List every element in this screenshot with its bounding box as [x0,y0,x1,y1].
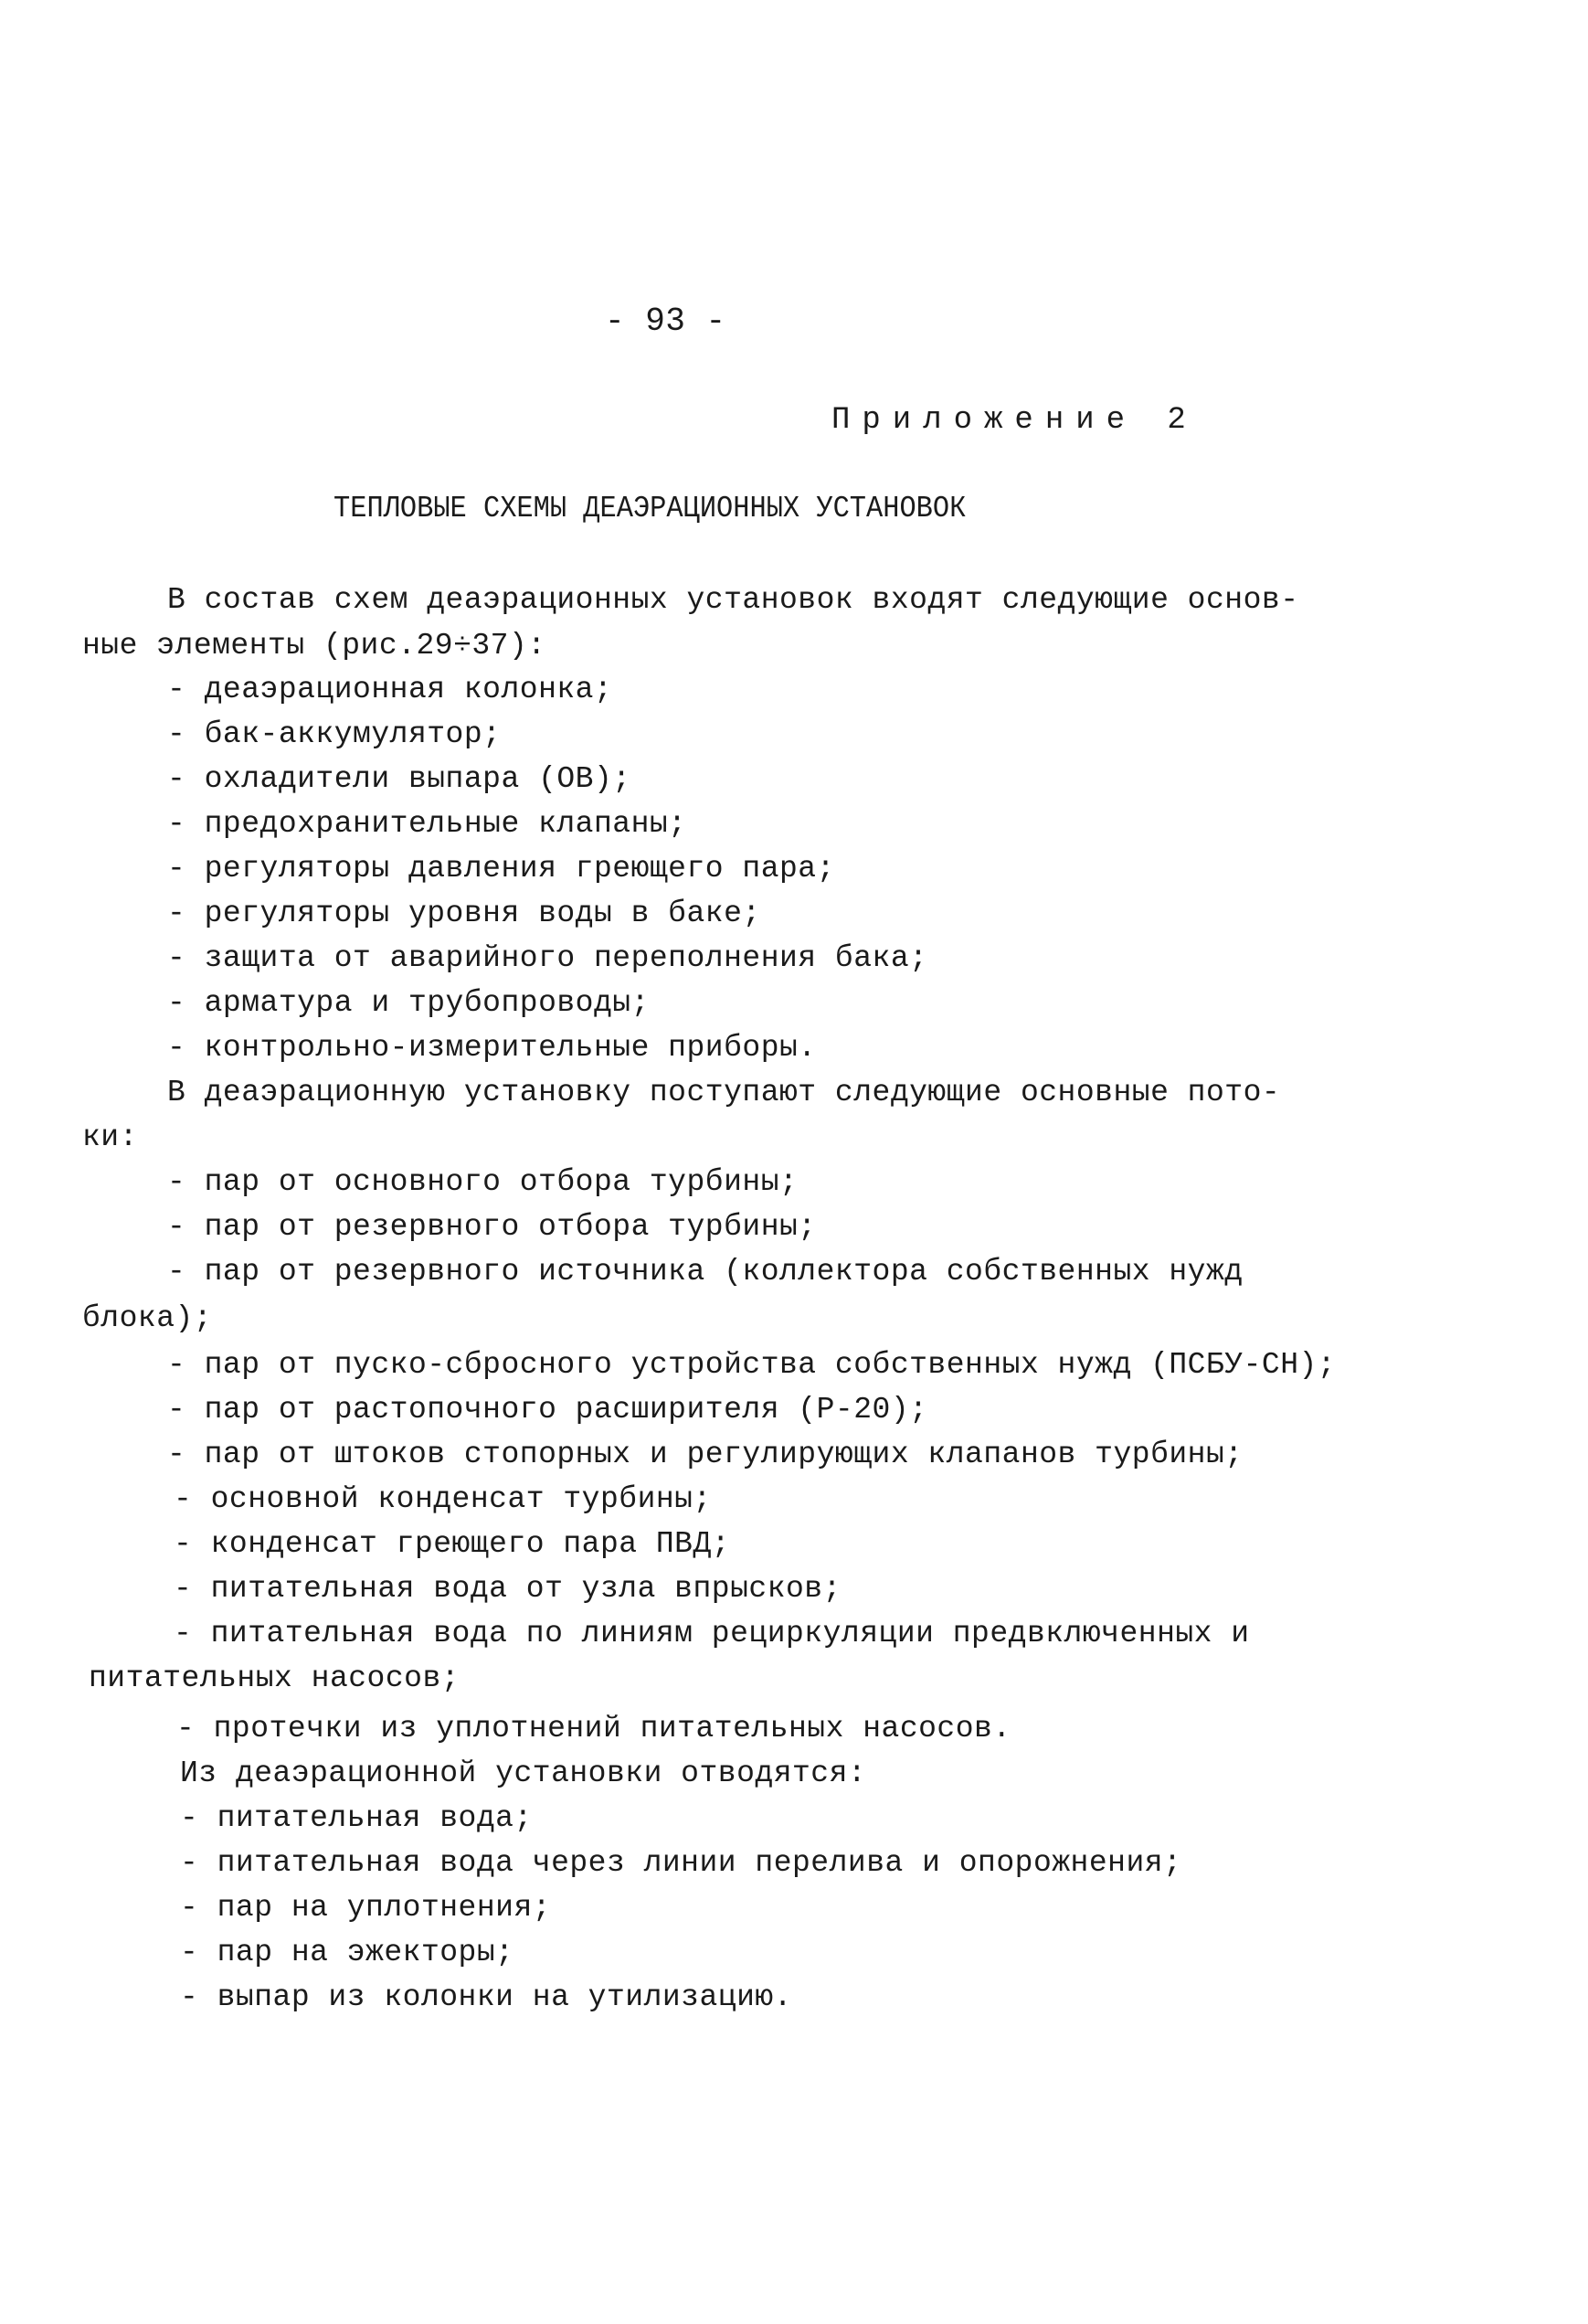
list-item: - конденсат греющего пара ПВД; [174,1527,731,1561]
list-item: - пар на уплотнения; [180,1891,552,1925]
list-item: - предохранительные клапаны; [167,807,687,841]
list-item: - выпар из колонки на утилизацию. [180,1980,793,2014]
list-item: - пар от пуско-сбросного устройства собственных нужд (ПСБУ-СН); [167,1348,1337,1382]
list-item: - питательная вода по линиям рециркуляции предвключенных и [174,1617,1250,1650]
list-item: - пар от резервного отбора турбины; [167,1210,817,1244]
list-item: - пар от резервного источника (коллектора собственных нужд [167,1255,1244,1289]
list-item: - пар от штоков стопорных и регулирующих клапанов турбины; [167,1438,1244,1471]
list-item: - охладители выпара (ОВ); [167,762,631,796]
paragraph-line: ные элементы (рис.29÷37): [82,629,546,663]
list-item: - защита от аварийного переполнения бака; [167,941,928,975]
list-item-continuation: блока); [82,1301,213,1335]
paragraph-line: В деаэрационную установку поступают следующие основные пото- [167,1076,1281,1109]
list-item: - арматура и трубопроводы; [167,986,650,1020]
list-item: - протечки из уплотнений питательных насосов. [176,1712,1011,1746]
list-item: - основной конденсат турбины; [174,1482,712,1516]
list-item: - пар от основного отбора турбины; [167,1165,799,1199]
page-number: - 93 - [605,302,726,340]
paragraph-line: ки: [82,1120,138,1154]
list-item: - питательная вода от узла впрысков; [174,1572,842,1606]
list-item: - регуляторы давления греющего пара; [167,852,835,886]
list-item: - питательная вода; [180,1801,533,1835]
paragraph-line: В состав схем деаэрационных установок входят следующие основ- [167,583,1299,617]
list-item: - деаэрационная колонка; [167,673,613,706]
paragraph-line: Из деаэрационной установки отводятся: [180,1756,867,1790]
appendix-label: Приложение 2 [831,403,1198,438]
list-item: - контрольно-измерительные приборы. [167,1031,817,1065]
list-item-continuation: питательных насосов; [89,1661,461,1695]
list-item: - бак-аккумулятор; [167,717,502,751]
list-item: - пар на эжекторы; [180,1936,514,1969]
document-title: ТЕПЛОВЫЕ СХЕМЫ ДЕАЭРАЦИОННЫХ УСТАНОВОК [333,492,967,525]
list-item: - регуляторы уровня воды в баке; [167,897,761,930]
list-item: - пар от растопочного расширителя (Р-20); [167,1393,928,1427]
list-item: - питательная вода через линии перелива и опорожнения; [180,1846,1182,1880]
